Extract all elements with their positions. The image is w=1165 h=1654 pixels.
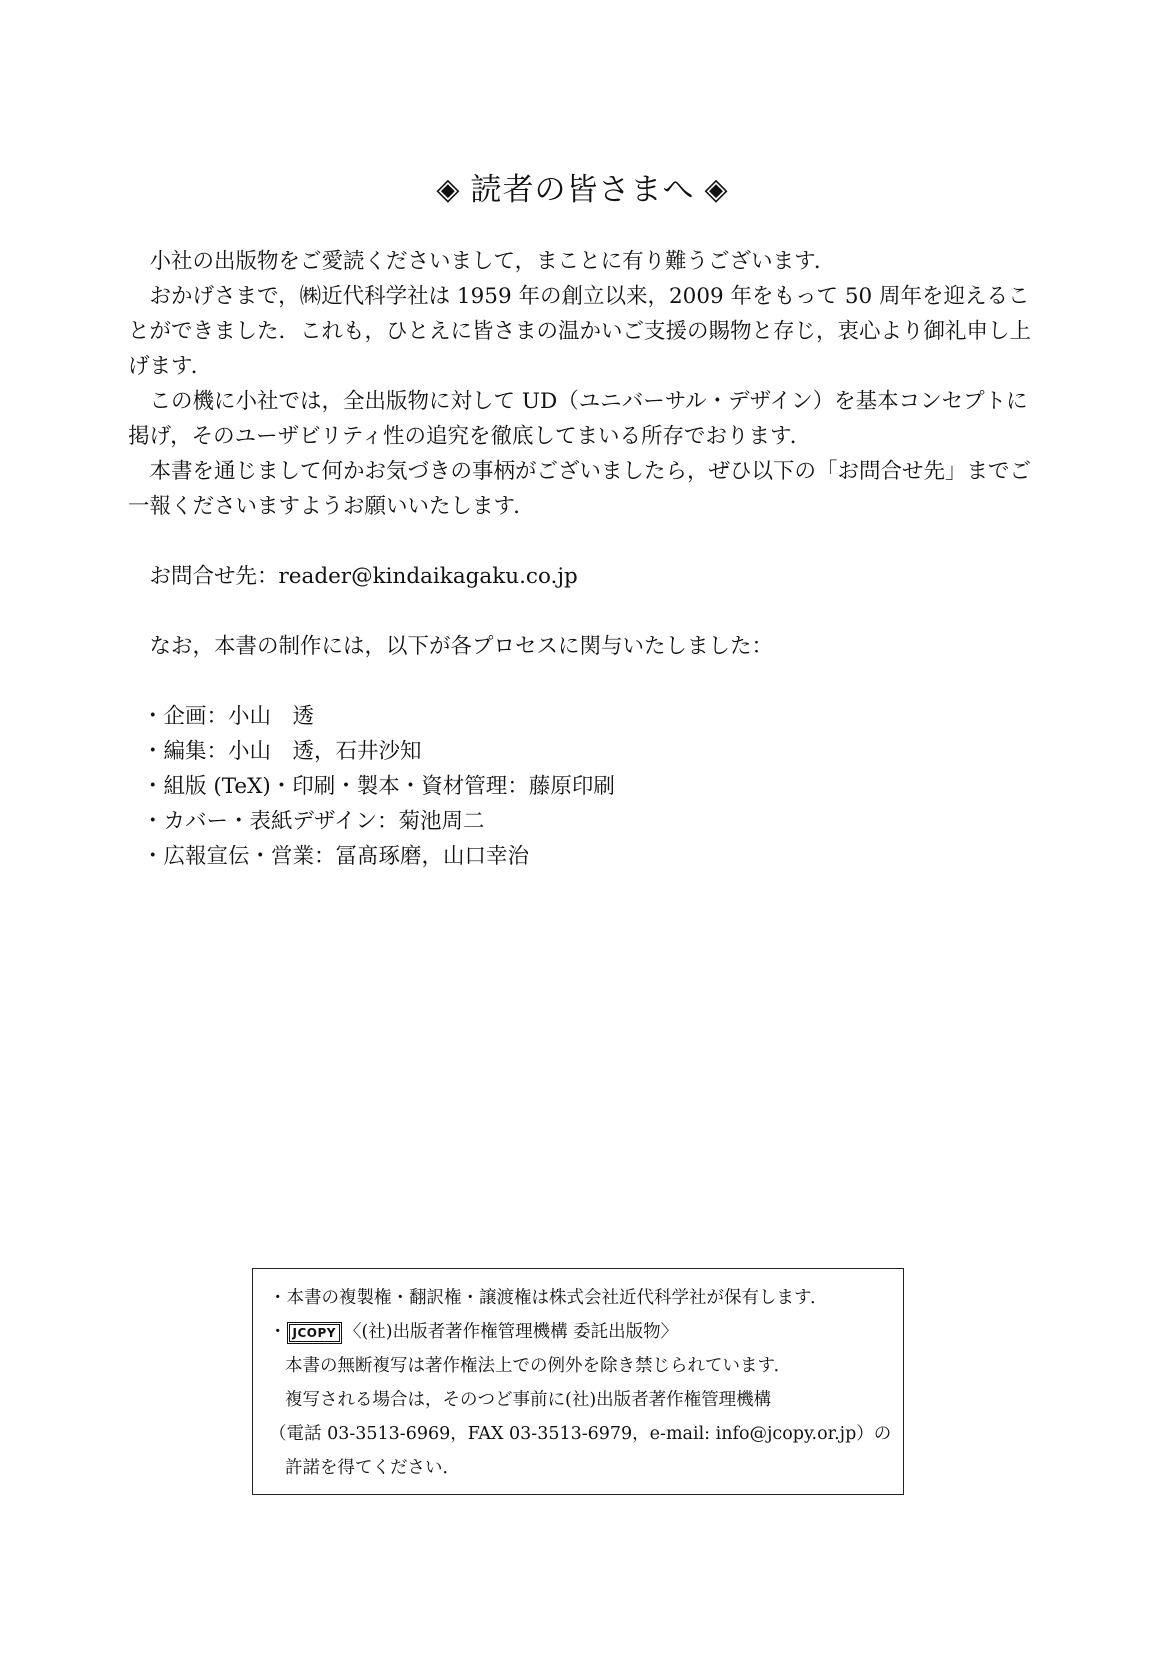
jcopy-logo: [287, 1322, 342, 1344]
jcopy-description: 〈(社)出版者著作権管理機構 委託出版物〉: [343, 1322, 679, 1342]
intro-paragraph-4: 本書を通じまして何かお気づきの事柄がございましたら，ぜひ以下の「お問合せ先」までご一報くださいますようお願いいたします．: [128, 459, 1032, 519]
intro-paragraph-1: 小社の出版物をご愛読くださいまして，まことに有り難うございます．: [149, 249, 836, 274]
intro-paragraph-2: おかげさまで，㈱近代科学社は 1959 年の創立以来，2009 年をもって 50 周年を迎えることができました．これも，ひとえに皆さまの温かいご支援の賜物と存じ，衷心より御礼申し上げます．: [128, 284, 1032, 379]
credit-item-cover-design: ・カバー・表紙デザイン：菊池周二: [142, 809, 485, 834]
copyright-line-2: [269, 1315, 893, 1349]
credit-item-planning: ・企画：小山 透: [142, 704, 315, 729]
contact-line: お問合せ先：reader@kindaikagaku.co.jp: [149, 564, 578, 589]
intro-paragraph-3: この機に小社では，全出版物に対して UD（ユニバーサル・デザイン）を基本コンセプトに掲げ，そのユーザビリティ性の追究を徹底してまいる所存でおります．: [128, 389, 1028, 449]
copyright-notice-box: [252, 1268, 904, 1495]
credit-item-editing: ・編集：小山 透，石井沙知: [142, 739, 422, 764]
credits-list: [128, 699, 1043, 874]
copyright-line-4: 複写される場合は，そのつど事前に(社)出版者著作権管理機構: [285, 1390, 772, 1410]
credit-item-typesetting: ・組版 (TeX)・印刷・製本・資材管理：藤原印刷: [142, 774, 615, 799]
process-intro: なお，本書の制作には，以下が各プロセスに関与いたしました：: [149, 634, 774, 659]
diamond-icon-right: ◈: [704, 172, 729, 207]
page-title-text: 読者の皆さまへ: [470, 172, 695, 208]
reader-message: [128, 244, 1043, 874]
copyright-line-6: 許諾を得てください．: [285, 1458, 460, 1478]
diamond-icon-left: ◈: [436, 172, 461, 207]
jcopy-logo-text: JCOPY: [289, 1324, 340, 1342]
bullet: ・: [269, 1322, 287, 1342]
credit-item-sales: ・広報宣伝・営業：冨髙琢磨，山口幸治: [142, 844, 530, 869]
copyright-line-5: （電話 03-3513-6969，FAX 03-3513-6979，e-mail: info@jcopy.or.jp）の: [269, 1424, 892, 1444]
copyright-line-3: 本書の無断複写は著作権法上での例外を除き禁じられています．: [285, 1356, 792, 1376]
page-title: [0, 168, 1165, 212]
copyright-line-1: ・本書の複製権・翻訳権・譲渡権は株式会社近代科学社が保有します．: [269, 1288, 828, 1308]
